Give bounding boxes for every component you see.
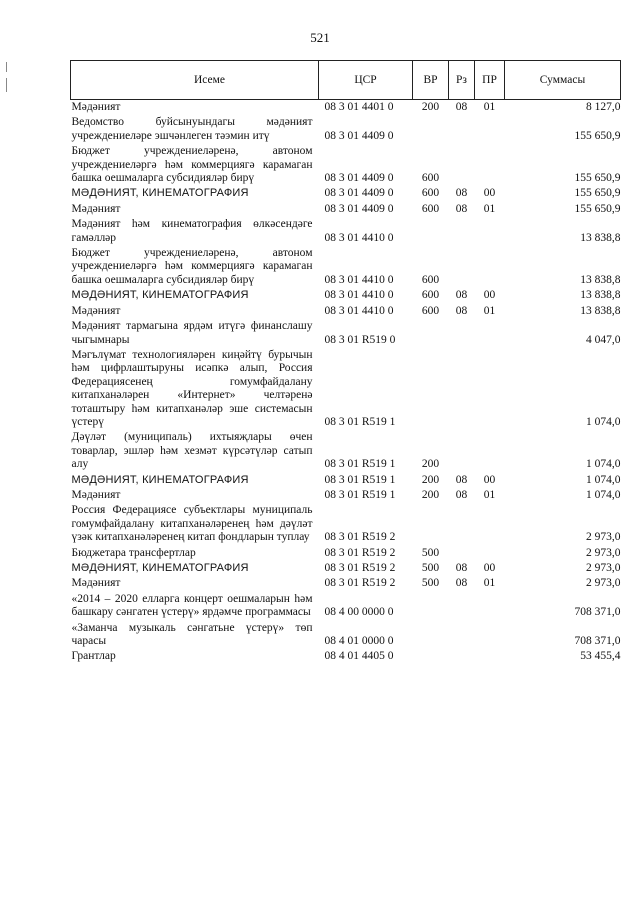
cell-rz: 08 [455,202,468,215]
cell-pr: 00 [483,473,496,486]
cell-rz [449,503,475,545]
cell-sum: 13 838,8 [580,273,621,286]
cell-name: Мәдәният һәм кинематография өлкәсендәге гамәлләр [71,218,313,244]
cell-name: Мәдәният [71,202,121,215]
cell-name: «2014 – 2020 елларга концерт оешмаларын һәм башкару сәнгатен үстерү» ярдәмче программасы [71,592,313,619]
cell-name: Дәүләт (муниципаль) ихтыяҗлары өчен товарлар, эшләр һәм хезмәт күрсәтүләр сатып алу [71,431,313,471]
column-header-pr: ПР [475,61,505,100]
cell-sum: 2 973,0 [586,546,621,559]
cell-pr [475,319,505,348]
cell-pr: 01 [483,202,496,215]
cell-csr: 08 3 01 4409 0 [324,202,394,215]
cell-rz: 08 [455,577,468,590]
cell-sum: 2 973,0 [586,562,621,574]
cell-pr: 01 [483,577,496,590]
cell-pr: 00 [483,562,496,574]
cell-csr: 08 3 01 R519 2 [324,531,396,544]
cell-vr [413,348,449,430]
cell-rz [449,546,475,561]
cell-vr: 500 [421,546,440,559]
cell-csr: 08 3 01 4410 0 [324,304,394,317]
table-row [71,304,621,319]
cell-name: Ведомство буйсынуындагы мәдәният учреждениеләре эшчәнлеген тәэмин итү [71,116,313,142]
cell-vr [413,217,449,246]
table-row [71,592,621,621]
cell-name: Мәдәният [71,577,121,590]
table-row [71,246,621,288]
column-header-rz: Рз [449,61,475,100]
cell-rz [449,144,475,186]
cell-vr: 200 [421,488,440,501]
cell-sum: 155 650,9 [574,129,621,142]
cell-csr: 08 3 01 R519 2 [324,577,396,590]
table-row [71,348,621,430]
cell-rz: 08 [455,473,468,486]
cell-csr: 08 3 01 4410 0 [324,273,394,286]
cell-vr [413,621,449,650]
cell-name: Бюджет учреждениеләренә, автоном учреждениеләргә һәм коммерциягә карамаган башка оешмаларга субсидияләр бирү [71,145,313,185]
table-row [71,561,621,576]
table-row [71,144,621,186]
cell-vr: 600 [421,304,440,317]
cell-pr [475,246,505,288]
cell-name: Мәдәният [71,101,121,113]
cell-sum: 13 838,8 [580,304,621,317]
cell-sum: 2 973,0 [586,577,621,590]
cell-rz: 08 [455,101,468,113]
cell-rz [449,246,475,288]
cell-vr: 200 [421,101,440,113]
cell-sum: 155 650,9 [574,187,621,200]
cell-csr: 08 3 01 4409 0 [324,187,394,200]
cell-pr [475,144,505,186]
cell-name: Мәдәният [71,488,121,501]
cell-sum: 8 127,0 [586,101,621,113]
cell-pr [475,217,505,246]
cell-sum: 13 838,8 [580,231,621,244]
cell-name: МӘДӘНИЯТ, КИНЕМАТОГРАФИЯ [71,473,249,486]
cell-sum: 155 650,9 [574,172,621,185]
cell-csr: 08 3 01 4409 0 [324,172,394,185]
cell-vr: 600 [421,187,440,200]
cell-csr: 08 3 01 R519 1 [324,488,396,501]
table-header-row [71,61,621,100]
cell-vr: 200 [421,473,440,486]
cell-rz [449,592,475,621]
cell-sum: 155 650,9 [574,202,621,215]
table-body [71,100,621,665]
cell-vr: 600 [421,172,440,185]
table-row [71,217,621,246]
cell-csr: 08 3 01 4401 0 [324,101,394,113]
column-header-vr: ВР [413,61,449,100]
column-header-name: Исеме [71,61,319,100]
cell-name: Мәгълүмат технологияләрен киңәйтү бурычын һәм цифрлаштыруны исәпкә алып, Россия Федерациясенең гомумфайдалану китапханәләрен «Интернет» челтәренә тоташтыру һәм китапханәләр эше системасын үстерү [71,348,313,428]
cell-name: МӘДӘНИЯТ, КИНЕМАТОГРАФИЯ [71,562,249,574]
cell-pr: 00 [483,289,496,302]
cell-name: Россия Федерациясе субъектлары муниципаль гомумфайдалану китапханәләренең һәм дәүләт үзәк китапханәләренең китап фондларын туплау [71,504,313,544]
cell-rz [449,348,475,430]
cell-pr: 01 [483,304,496,317]
cell-vr [413,115,449,144]
cell-csr: 08 3 01 R519 1 [324,415,396,428]
table-row [71,430,621,472]
cell-rz [449,217,475,246]
cell-name: МӘДӘНИЯТ, КИНЕМАТОГРАФИЯ [71,289,249,302]
cell-sum: 708 371,0 [574,606,621,619]
table-row [71,488,621,503]
cell-sum: 2 973,0 [586,531,621,544]
cell-csr: 08 3 01 R519 0 [324,333,396,346]
cell-sum: 53 455,4 [580,650,621,663]
cell-pr [475,115,505,144]
cell-rz [449,430,475,472]
cell-pr [475,592,505,621]
cell-rz [449,621,475,650]
table-row [71,503,621,545]
cell-rz: 08 [455,488,468,501]
cell-csr: 08 3 01 4410 0 [324,289,394,302]
budget-table [70,60,621,665]
cell-pr [475,348,505,430]
cell-name: МӘДӘНИЯТ, КИНЕМАТОГРАФИЯ [71,187,249,200]
cell-rz: 08 [455,562,468,574]
cell-vr: 500 [421,577,440,590]
cell-vr: 200 [421,458,440,471]
table-row [71,100,621,116]
cell-csr: 08 4 01 0000 0 [324,635,394,648]
cell-csr: 08 3 01 R519 1 [324,458,396,471]
cell-name: «Заманча музыкаль сәнгатьне үстерү» төп чарасы [71,621,313,648]
cell-pr [475,503,505,545]
cell-csr: 08 3 01 R519 2 [324,562,396,574]
cell-pr: 00 [483,187,496,200]
cell-pr [475,621,505,650]
table-row [71,473,621,488]
cell-vr [413,319,449,348]
column-header-csr: ЦСР [319,61,413,100]
cell-pr [475,649,505,664]
cell-sum: 4 047,0 [586,333,621,346]
table-row [71,546,621,561]
cell-pr: 01 [483,101,496,113]
table-row [71,115,621,144]
cell-name: Бюджет учреждениеләренә, автоном учреждениеләргә һәм коммерциягә карамаган башка оешмаларга субсидияләр бирү [71,247,313,286]
cell-rz [449,115,475,144]
cell-sum: 13 838,8 [580,289,621,302]
table-row [71,649,621,664]
cell-pr: 01 [483,488,496,501]
cell-rz: 08 [455,304,468,317]
cell-rz: 08 [455,187,468,200]
cell-vr: 600 [421,202,440,215]
cell-name: Мәдәният [71,304,121,317]
cell-csr: 08 4 01 4405 0 [324,650,394,663]
cell-csr: 08 3 01 R519 1 [324,473,396,486]
cell-name: Мәдәният тармагына ярдәм итүгә финанслашу чыгымнары [71,320,313,346]
cell-pr [475,546,505,561]
cell-csr: 08 4 00 0000 0 [324,606,394,619]
cell-name: Бюджетара трансфертлар [71,546,196,559]
scan-edge-mark [6,62,7,72]
cell-vr: 600 [421,273,440,286]
table-row [71,288,621,303]
table-row [71,621,621,650]
cell-csr: 08 3 01 4409 0 [324,129,394,142]
table-row [71,202,621,217]
table-row [71,319,621,348]
cell-csr: 08 3 01 R519 2 [324,546,396,559]
table-row [71,576,621,591]
cell-rz [449,649,475,664]
cell-vr: 500 [421,562,440,574]
cell-sum: 708 371,0 [574,635,621,648]
cell-name: Грантлар [71,650,116,663]
page-number: 521 [310,30,330,45]
cell-rz [449,319,475,348]
cell-sum: 1 074,0 [586,415,621,428]
cell-csr: 08 3 01 4410 0 [324,231,394,244]
cell-vr [413,592,449,621]
cell-vr [413,649,449,664]
cell-sum: 1 074,0 [586,458,621,471]
cell-sum: 1 074,0 [586,473,621,486]
scan-edge-mark [6,78,7,92]
cell-rz: 08 [455,289,468,302]
table-row [71,186,621,201]
cell-sum: 1 074,0 [586,488,621,501]
cell-vr: 600 [421,289,440,302]
column-header-sum: Суммасы [505,61,621,100]
cell-vr [413,503,449,545]
cell-pr [475,430,505,472]
